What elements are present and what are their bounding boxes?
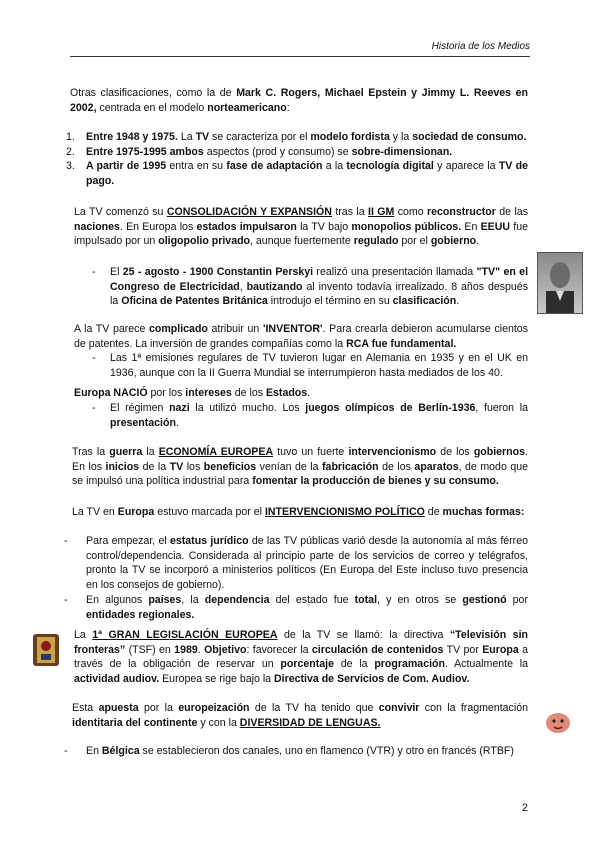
apuesta-paragraph: Esta apuesta por la europeización de la TV ha tenido que convivir con la fragmentación identitaria del continente y con la DIVERSIDAD DE LENGUAS.	[72, 702, 528, 729]
economia-paragraph: Tras la guerra la ECONOMÍA EUROPEA tuvo un fuerte intervencionismo de los gobiernos. En los inicios de la TV los beneficios venían de la fabricación de los aparatos, de modo que se impulsó una política industrial para fomentar la producción de bienes y su consumo.	[72, 446, 529, 488]
estatus-item: - Para empezar, el estatus jurídico de las TV públicas varió desde la autonomía al más férreo control/dependencia. Considerada al principio parte de los servicios de correo y telégrafos, pronto la TV se incorporó a ministerios políticos (En Europa del Este incluso tuvo presencia en los consejos de gobierno).	[64, 535, 528, 591]
numbered-list	[66, 130, 528, 188]
legislacion-paragraph: La 1ª GRAN LEGISLACIÓN EUROPEA de la TV se llamó: la directiva “Televisión sin fronteras” (TSF) en 1989. Objetivo: favorecer la circulación de contenidos TV por Europa a través de la obligación de reservar un porcentaje de la programación. Actualmente la actividad audiov. Europea se rige bajo la Directiva de Servicios de Com. Audiov.	[74, 629, 528, 685]
belgica-item: - En Bélgica se establecieron dos canales, uno en flamenco (VTR) y otro en francés (RTBF)	[64, 745, 514, 757]
intervencionismo-paragraph: La TV en Europa estuvo marcada por el INTERVENCIONISMO POLÍTICO de muchas formas:	[72, 506, 525, 518]
portrait-photo	[537, 252, 583, 314]
paises-item: - En algunos países, la dependencia del estado fue total, y en otros se gestionó por entidades regionales.	[64, 594, 528, 621]
header-divider	[70, 56, 530, 57]
intro-paragraph: Otras clasificaciones, como la de Mark C. Rogers, Michael Epstein y Jimmy L. Reeves en 2002, centrada en el modelo norteamericano:	[70, 87, 528, 114]
emisiones-item: - Las 1ª emisiones regulares de TV tuvieron lugar en Alemania en 1935 y en el UK en 1936, aunque con la II Guerra Mundial se interrumpieron hasta mediados de los 40.	[92, 352, 528, 379]
list-item: 3. A partir de 1995 entra en su fase de adaptación a la tecnología digital y aparece la TV de pago.	[66, 160, 528, 187]
list-item: 2. Entre 1975-1995 ambos aspectos (prod y consumo) se sobre-dimensionan.	[66, 145, 453, 158]
nazi-item: - El régimen nazi la utilizó mucho. Los juegos olímpicos de Berlín-1936, fueron la presentación.	[92, 402, 528, 429]
inventor-paragraph: A la TV parece complicado atribuir un 'INVENTOR'. Para crearla debieron acumularse cientos de patentes. La inversión de grandes compañías como la RCA fue fundamental.	[74, 323, 528, 350]
perskyi-item: - El 25 - agosto - 1900 Constantin Perskyi realizó una presentación llamada "TV" en el Congreso de Electricidad, bautizando al invento todavía irrealizado. 8 años después la Oficina de Patentes Británica introdujo el término en su clasificación.	[92, 266, 529, 308]
consolidacion-paragraph: La TV comenzó su CONSOLIDACIÓN Y EXPANSIÓN tras la II GM como reconstructor de las naciones. En Europa los estados impulsaron la TV bajo monopolios públicos. En EEUU fue impulsado por un oligopolio privado, aunque fuertemente regulado por el gobierno.	[74, 206, 528, 248]
page-header: Historia de los Medios	[431, 41, 530, 52]
book-icon	[30, 632, 62, 668]
page-number: 2	[521, 802, 528, 815]
nacio-paragraph: Europa NACIÓ por los intereses de los Estados.	[74, 387, 311, 399]
list-item: 1. Entre 1948 y 1975. La TV se caracteriza por el modelo fordista y la sociedad de consumo.	[66, 131, 527, 143]
face-icon	[545, 712, 571, 734]
